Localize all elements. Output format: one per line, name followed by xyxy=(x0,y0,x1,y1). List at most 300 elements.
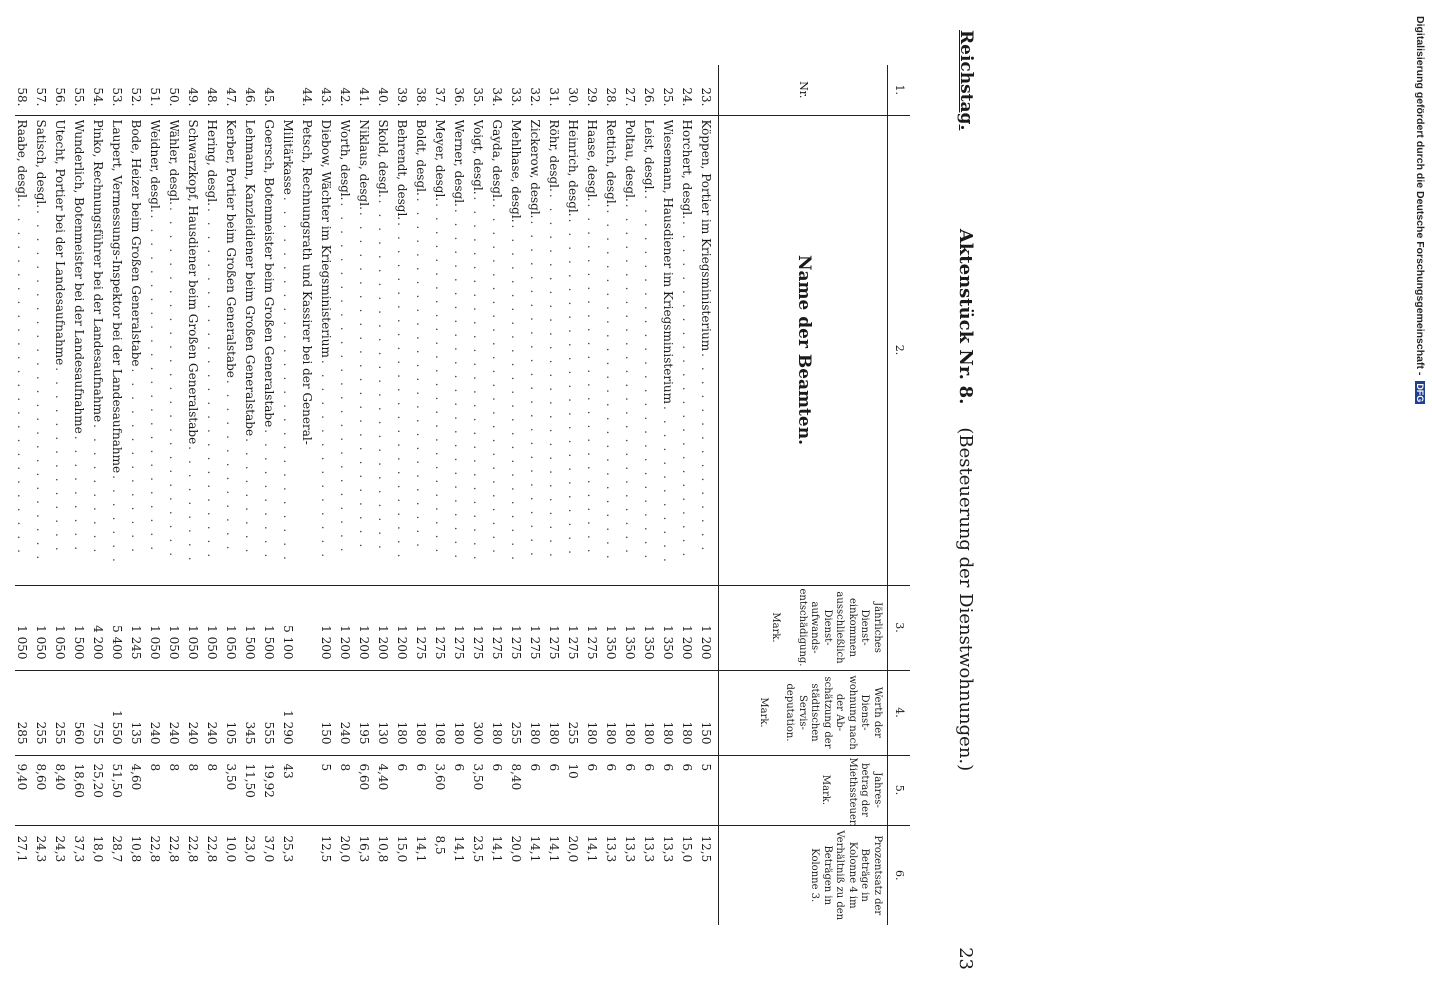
dienst-einkommen: 1 350 xyxy=(623,585,642,670)
row-number: 52. xyxy=(129,65,148,115)
name-text: Schwarzkopf, Hausdiener beim Großen Generalstabe xyxy=(186,119,200,445)
miethssteuer: 6 xyxy=(585,755,604,825)
miethssteuer: 6 xyxy=(623,755,642,825)
name-text: Pinko, Rechnungsführer bei der Landesaufnahme xyxy=(91,119,105,423)
page-number: 23 xyxy=(955,947,976,970)
prozentsatz: 28,7 xyxy=(110,835,124,863)
prozentsatz: 37,3 xyxy=(72,835,86,863)
table-row xyxy=(642,65,661,925)
name-text: Rettich, desgl. xyxy=(604,119,618,208)
row-number: 44. xyxy=(300,65,319,115)
table-row xyxy=(509,65,528,925)
row-number: 30. xyxy=(566,65,585,115)
table-row xyxy=(490,65,509,925)
name-text: Satisch, desgl. xyxy=(34,119,48,209)
prozentsatz: 12,5 xyxy=(699,835,713,863)
wohnungswerth: 180 xyxy=(395,670,414,755)
prozentsatz: 24,3 xyxy=(53,835,67,863)
row-number xyxy=(281,65,300,115)
dienst-einkommen: 1 200 xyxy=(376,585,395,670)
row-number: 41. xyxy=(357,65,376,115)
miethssteuer: 3,50 xyxy=(224,755,243,825)
beamter-name xyxy=(205,115,224,585)
prozentsatz: 24,3 xyxy=(34,835,48,863)
name-text: Niklaus, desgl. xyxy=(357,119,371,210)
leader-dots: .......................... xyxy=(433,203,447,563)
dienst-einkommen: 5 400 xyxy=(110,585,129,670)
wohnungswerth: 180 xyxy=(414,670,433,755)
name-text: Hering, desgl. xyxy=(205,119,219,206)
column-number-row xyxy=(888,65,911,925)
table-row xyxy=(224,65,243,925)
wohnungswerth: 555 xyxy=(262,670,281,755)
table-row xyxy=(604,65,623,925)
beamter-name xyxy=(224,115,243,585)
table-row xyxy=(433,65,452,925)
wohnungswerth: 240 xyxy=(338,670,357,755)
table-row xyxy=(699,65,719,925)
leader-dots: ............... xyxy=(699,353,713,561)
leader-dots: ......................... xyxy=(528,220,542,566)
leader-dots: ........................... xyxy=(471,196,485,570)
wohnungswerth: 1 290 xyxy=(281,670,300,755)
prozentsatz: 15,0 xyxy=(395,835,409,863)
wohnungswerth: 285 xyxy=(15,670,34,755)
row-number: 49. xyxy=(186,65,205,115)
table-row xyxy=(452,65,471,925)
miethssteuer: 8,40 xyxy=(509,755,528,825)
dienst-einkommen: 5 100 xyxy=(281,585,300,670)
column-number: 6. xyxy=(888,825,911,925)
miethssteuer: 6 xyxy=(680,755,699,825)
prozentsatz: 13,3 xyxy=(642,835,656,863)
beamter-name xyxy=(281,115,300,585)
row-number: 43. xyxy=(319,65,338,115)
dfg-logo: DFG xyxy=(1415,383,1425,403)
table-row xyxy=(338,65,357,925)
beamter-name xyxy=(376,115,395,585)
row-number: 47. xyxy=(224,65,243,115)
miethssteuer: 18,60 xyxy=(72,755,91,825)
name-text: Wähler, desgl. xyxy=(167,119,181,205)
beamter-name xyxy=(91,115,110,585)
prozentsatz: 27,1 xyxy=(15,835,29,863)
row-number: 25. xyxy=(661,65,680,115)
wohnungswerth: 180 xyxy=(528,670,547,755)
leader-dots: .......................... xyxy=(452,208,466,569)
name-text: Raabe, desgl. xyxy=(15,119,29,202)
name-text: Leist, desgl. xyxy=(642,119,656,194)
wohnungswerth: 255 xyxy=(566,670,585,755)
row-number: 28. xyxy=(604,65,623,115)
miethssteuer: 8,40 xyxy=(53,755,72,825)
dienst-einkommen: 1 275 xyxy=(566,585,585,670)
miethssteuer: 51,50 xyxy=(110,755,129,825)
name-text: Petsch, Rechnungsrath und Kassirer bei der General- xyxy=(300,119,314,445)
dienst-einkommen: 1 050 xyxy=(186,585,205,670)
miethssteuer: 6 xyxy=(452,755,471,825)
prozentsatz: 18,0 xyxy=(91,835,105,863)
beamter-name xyxy=(300,115,319,585)
table-row xyxy=(262,65,281,925)
dienst-einkommen: 1 275 xyxy=(585,585,604,670)
table-row xyxy=(148,65,167,925)
table-row xyxy=(661,65,680,925)
leader-dots: ............... xyxy=(319,359,333,568)
beamter-name xyxy=(566,115,585,585)
beamter-name xyxy=(338,115,357,585)
beamter-name xyxy=(395,115,414,585)
dienst-einkommen: 1 200 xyxy=(338,585,357,670)
dienst-einkommen: 1 050 xyxy=(224,585,243,670)
prozentsatz: 13,3 xyxy=(661,835,675,863)
prozentsatz: 14,1 xyxy=(490,835,504,863)
row-number: 50. xyxy=(167,65,186,115)
beamter-name xyxy=(661,115,680,585)
table-row xyxy=(680,65,699,925)
leader-dots: ............ xyxy=(661,406,675,572)
name-text: Haase, desgl. xyxy=(585,119,599,202)
name-text: Militärkasse xyxy=(281,119,295,195)
leader-dots: ......... xyxy=(72,435,86,561)
wohnungswerth: 560 xyxy=(72,670,91,755)
dienst-einkommen: 1 275 xyxy=(452,585,471,670)
beamter-name xyxy=(452,115,471,585)
name-text: Zickerow, desgl. xyxy=(528,119,542,219)
miethssteuer: 6 xyxy=(414,755,433,825)
header-aktenstueck: Aktenstück Nr. xyxy=(955,228,976,380)
dienst-einkommen: 4 200 xyxy=(91,585,110,670)
wohnungswerth: 150 xyxy=(699,670,719,755)
table-row xyxy=(281,65,300,925)
name-text: Horchert, desgl. xyxy=(680,119,694,219)
dienst-einkommen: 1 350 xyxy=(642,585,661,670)
prozentsatz: 22,8 xyxy=(167,835,181,863)
name-text: Wiesemann, Hausdiener im Kriegsministerium xyxy=(661,119,675,405)
miethssteuer: 10 xyxy=(566,755,585,825)
name-text: Voigt, desgl. xyxy=(471,119,485,195)
wohnungswerth: 240 xyxy=(167,670,186,755)
beamter-name xyxy=(186,115,205,585)
miethssteuer: 4,40 xyxy=(376,755,395,825)
prozentsatz: 22,8 xyxy=(186,835,200,863)
dienst-einkommen xyxy=(300,585,319,670)
wohnungswerth: 755 xyxy=(91,670,110,755)
row-number: 46. xyxy=(243,65,262,115)
leader-dots: ......................... xyxy=(566,218,580,564)
header-einkommen-label: Jährliches Dienst-einkommen ausschließlich Dienst-aufwands-entschädigung. xyxy=(797,588,883,667)
leader-dots: .......................... xyxy=(338,202,352,562)
table-row xyxy=(186,65,205,925)
row-number: 32. xyxy=(528,65,547,115)
prozentsatz: 20,0 xyxy=(338,835,352,863)
miethssteuer: 8 xyxy=(186,755,205,825)
beamter-name xyxy=(262,115,281,585)
miethssteuer: 6 xyxy=(490,755,509,825)
leader-dots: .......................... xyxy=(414,197,428,557)
row-number: 39. xyxy=(395,65,414,115)
miethssteuer: 11,50 xyxy=(243,755,262,825)
prozentsatz: 14,1 xyxy=(547,835,561,863)
dienst-einkommen: 1 500 xyxy=(262,585,281,670)
unit-label: Mark. xyxy=(820,774,832,806)
leader-dots: .......................... xyxy=(604,209,618,569)
beamter-name xyxy=(490,115,509,585)
dienst-einkommen: 1 275 xyxy=(547,585,566,670)
beamter-name xyxy=(15,115,34,585)
wohnungswerth: 240 xyxy=(148,670,167,755)
miethssteuer: 5 xyxy=(319,755,338,825)
row-number: 34. xyxy=(490,65,509,115)
prozentsatz: 22,8 xyxy=(205,835,219,863)
leader-dots: .......................... xyxy=(490,203,504,563)
dienst-einkommen: 1 050 xyxy=(15,585,34,670)
row-number: 56. xyxy=(53,65,72,115)
dienst-einkommen: 1 200 xyxy=(319,585,338,670)
miethssteuer: 3,60 xyxy=(433,755,452,825)
row-number: 57. xyxy=(34,65,53,115)
wohnungswerth: 108 xyxy=(433,670,452,755)
leader-dots: .......................... xyxy=(167,206,181,567)
miethssteuer: 6 xyxy=(547,755,566,825)
miethssteuer: 8 xyxy=(167,755,186,825)
leader-dots: .......................... xyxy=(15,203,29,563)
prozentsatz: 10,8 xyxy=(376,835,390,863)
wohnungswerth: 180 xyxy=(623,670,642,755)
row-number: 33. xyxy=(509,65,528,115)
miethssteuer: 8 xyxy=(205,755,224,825)
prozentsatz: 37,0 xyxy=(262,835,276,863)
table-row xyxy=(167,65,186,925)
name-text: Röhr, desgl. xyxy=(547,119,561,192)
beamter-name xyxy=(110,115,129,585)
dienst-einkommen: 1 275 xyxy=(509,585,528,670)
dienst-einkommen: 1 245 xyxy=(129,585,148,670)
beamter-name xyxy=(433,115,452,585)
table-row xyxy=(53,65,72,925)
row-number: 24. xyxy=(680,65,699,115)
column-number: 2. xyxy=(888,115,911,585)
dienst-einkommen: 1 200 xyxy=(680,585,699,670)
leader-dots: ......................... xyxy=(680,220,694,567)
leader-dots: ............. xyxy=(224,379,238,560)
table-row xyxy=(585,65,604,925)
name-text: Worth, desgl. xyxy=(338,119,352,201)
table-row xyxy=(300,65,319,925)
table-row xyxy=(34,65,53,925)
dienst-einkommen: 1 275 xyxy=(433,585,452,670)
leader-dots: ........................... xyxy=(281,196,295,570)
name-text: Heinrich, desgl. xyxy=(566,119,580,217)
leader-dots: .......................... xyxy=(205,207,219,568)
name-text: Kerber, Portier beim Großen Generalstabe xyxy=(224,119,238,378)
wohnungswerth: 300 xyxy=(471,670,490,755)
table-row xyxy=(205,65,224,925)
miethssteuer: 6 xyxy=(604,755,623,825)
prozentsatz: 20,0 xyxy=(566,835,580,863)
leader-dots: .......................... xyxy=(585,203,599,563)
wohnungswerth: 180 xyxy=(680,670,699,755)
leader-dots: ......... xyxy=(243,438,257,563)
beamter-name xyxy=(680,115,699,585)
prozentsatz: 13,3 xyxy=(604,835,618,863)
wohnungswerth: 180 xyxy=(452,670,471,755)
beamter-name xyxy=(547,115,566,585)
table-row xyxy=(129,65,148,925)
unit-label: Mark. xyxy=(770,612,782,643)
wohnungswerth: 240 xyxy=(205,670,224,755)
table-row xyxy=(547,65,566,925)
beamter-name xyxy=(72,115,91,585)
miethssteuer: 8,60 xyxy=(34,755,53,825)
miethssteuer: 25,20 xyxy=(91,755,110,825)
wohnungswerth: 255 xyxy=(34,670,53,755)
row-number: 42. xyxy=(338,65,357,115)
beamter-name xyxy=(148,115,167,585)
column-number: 3. xyxy=(888,585,911,670)
dienst-einkommen: 1 500 xyxy=(243,585,262,670)
header-name: Name der Beamten. xyxy=(719,115,888,585)
row-number: 31. xyxy=(547,65,566,115)
dienst-einkommen: 1 200 xyxy=(699,585,719,670)
row-number: 51. xyxy=(148,65,167,115)
header-steuer-label: Jahres-betrag der Miethssteuer. xyxy=(847,757,883,827)
leader-dots: ......................... xyxy=(357,211,371,558)
name-text: Werner, desgl. xyxy=(452,119,466,207)
table-row xyxy=(623,65,642,925)
header-title xyxy=(955,100,976,900)
leader-dots: .......... xyxy=(91,424,105,563)
beamter-name xyxy=(357,115,376,585)
leader-dots: .............. xyxy=(53,367,67,561)
prozentsatz: 10,0 xyxy=(224,835,238,863)
wohnungswerth: 180 xyxy=(661,670,680,755)
table-row xyxy=(414,65,433,925)
dienst-einkommen: 1 350 xyxy=(604,585,623,670)
table-row xyxy=(528,65,547,925)
row-number: 45. xyxy=(262,65,281,115)
leader-dots: .......................... xyxy=(623,203,637,563)
wohnungswerth: 180 xyxy=(604,670,623,755)
table-body xyxy=(15,65,719,925)
prozentsatz: 13,3 xyxy=(623,835,637,863)
name-text: Poltau, desgl. xyxy=(623,119,637,202)
dienst-einkommen: 1 050 xyxy=(205,585,224,670)
miethssteuer: 9,40 xyxy=(15,755,34,825)
column-number: 1. xyxy=(888,65,911,115)
row-number: 48. xyxy=(205,65,224,115)
name-text: Skold, desgl. xyxy=(376,119,390,198)
header-reichstag: Reichstag. xyxy=(956,30,976,131)
leader-dots: .......................... xyxy=(376,199,390,559)
prozentsatz: 23,0 xyxy=(243,835,257,863)
row-number: 53. xyxy=(110,65,129,115)
miethssteuer: 3,50 xyxy=(471,755,490,825)
miethssteuer: 8 xyxy=(148,755,167,825)
wohnungswerth: 255 xyxy=(509,670,528,755)
unit-label: Mark. xyxy=(758,697,769,728)
leader-dots: ......................... xyxy=(148,214,162,561)
name-text: Boldt, desgl. xyxy=(414,119,428,196)
prozentsatz: 14,1 xyxy=(585,835,599,863)
dienst-einkommen: 1 200 xyxy=(357,585,376,670)
row-number: 58. xyxy=(15,65,34,115)
dienst-einkommen: 1 050 xyxy=(148,585,167,670)
wohnungswerth: 135 xyxy=(129,670,148,755)
name-text: Utecht, Portier bei der Landesaufnahme xyxy=(53,119,67,366)
name-text: Lehmann, Kanzleidiener beim Großen Generalstabe xyxy=(243,119,257,437)
wohnungswerth: 130 xyxy=(376,670,395,755)
header-prozent: Prozentsatz der Beträge in Kolonne 4 im Verhältniß zu den Beträgen in Kolonne 3. xyxy=(719,825,888,925)
name-text: Bode, Heizer beim Großen Generalstabe xyxy=(129,119,143,367)
wohnungswerth: 195 xyxy=(357,670,376,755)
prozentsatz: 23,5 xyxy=(471,835,485,863)
miethssteuer: 8 xyxy=(338,755,357,825)
credit-line xyxy=(1414,16,1426,404)
header-werth xyxy=(719,670,888,755)
name-text: Goersch, Botenmeister beim Großen Generalstabe xyxy=(262,119,276,428)
name-text: Köppen, Portier im Kriegsministerium xyxy=(699,119,713,352)
prozentsatz: 14,1 xyxy=(452,835,466,863)
leader-dots: ....... xyxy=(110,475,124,572)
miethssteuer: 43 xyxy=(281,755,300,825)
beamter-name xyxy=(167,115,186,585)
dienst-einkommen: 1 200 xyxy=(395,585,414,670)
beamter-name xyxy=(414,115,433,585)
row-number: 40. xyxy=(376,65,395,115)
beamter-name xyxy=(623,115,642,585)
name-text: Behrendt, desgl. xyxy=(395,119,409,221)
wohnungswerth: 255 xyxy=(53,670,72,755)
miethssteuer: 6 xyxy=(642,755,661,825)
dienst-einkommen: 1 500 xyxy=(72,585,91,670)
table-row xyxy=(72,65,91,925)
name-text: Diebow, Wächter im Kriegsministerium xyxy=(319,119,333,358)
table-row xyxy=(110,65,129,925)
dienst-einkommen: 1 275 xyxy=(414,585,433,670)
name-text: Gayda, desgl. xyxy=(490,119,504,202)
column-number: 5. xyxy=(888,755,911,825)
dienst-einkommen: 1 275 xyxy=(490,585,509,670)
beamter-name xyxy=(528,115,547,585)
miethssteuer: 6 xyxy=(528,755,547,825)
row-number: 55. xyxy=(72,65,91,115)
name-text: Wunderlich, Botenmeister bei der Landesaufnahme xyxy=(72,119,86,434)
miethssteuer: 19,92 xyxy=(262,755,281,825)
beamter-name xyxy=(243,115,262,585)
prozentsatz: 12,5 xyxy=(319,835,333,863)
header-einkommen xyxy=(719,585,888,670)
prozentsatz: 20,0 xyxy=(509,835,523,863)
row-number: 27. xyxy=(623,65,642,115)
header-subtitle: (Besteuerung der Dienstwohnungen.) xyxy=(955,427,976,772)
dienstwohnungen-table xyxy=(15,65,910,925)
row-number: 36. xyxy=(452,65,471,115)
table-row xyxy=(243,65,262,925)
miethssteuer: 4,60 xyxy=(129,755,148,825)
beamter-name xyxy=(642,115,661,585)
leader-dots: .......................... xyxy=(34,210,48,570)
prozentsatz: 22,8 xyxy=(148,835,162,863)
column-number: 4. xyxy=(888,670,911,755)
column-header-row xyxy=(719,65,888,925)
beamter-name xyxy=(129,115,148,585)
header-werth-label: Werth der Dienst-wohnung nach der Ab-schätzung der städtischen Servis-deputation. xyxy=(784,675,883,750)
table-row xyxy=(395,65,414,925)
wohnungswerth: 1 550 xyxy=(110,670,129,755)
miethssteuer xyxy=(300,755,319,825)
wohnungswerth: 180 xyxy=(642,670,661,755)
